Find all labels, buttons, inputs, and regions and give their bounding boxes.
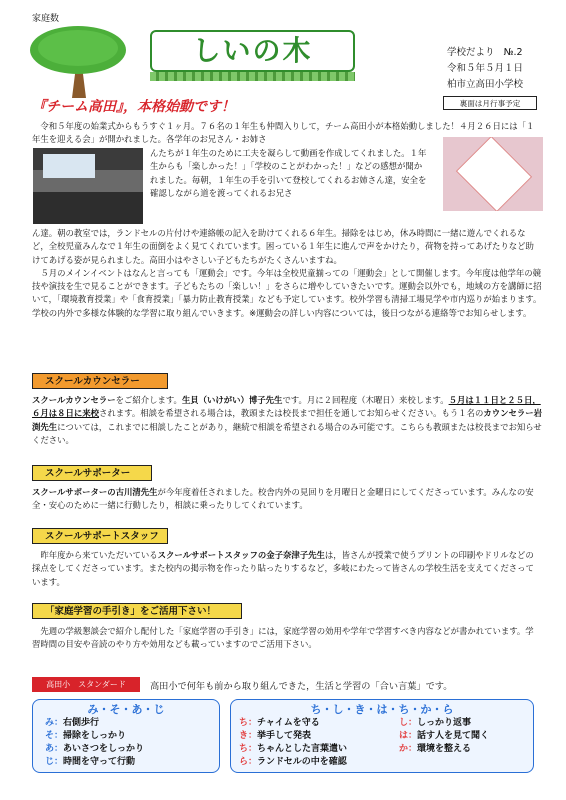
supporter-banner: スクールサポーター xyxy=(32,465,152,481)
intro-paragraph-bottom: ん達。朝の教室では，ランドセルの片付けや連絡帳の記入を助けてくれる６年生。掃除をはじめ，休み時間に一緒に遊んでくれるなど，全校児童みんなで１年生の面倒をよく見てくれています。困っている１年生に進んで声をかけたり，荷物を持ってあげたりなど助けてあげる姿が見られました。高田小はやさしい子どもたちがたくさんいますね。 ５月のメインイベントはなんと言っても「運動会」です。今年は全校児童揃っての「運動会」として開催します。今年度は他学年の競技や演技を生で見ることができます。子どもたちの「楽しい！」をさらに増やしていきたいです。運動会以外でも，地域の方を講師に招いて，「環境教育授業」や「食育授業」「暴力防止教育授業」なども予定しています。校外学習も清掃工場見学や市内巡りが始まります。学校の内外で多様な体験的な学習に取り組んでいきます。※運動会の詳しい内容については，後日つながる連絡等でお知らせします。 xyxy=(32,227,542,320)
intro-paragraph-mid: んたちが１年生のために工夫を凝らして動画を作成してくれました。１年生からも「楽しかった！」「学校のことがわかった！」などの感想が聞かれました。毎朝，１年生の手を引いて登校してくれるお姉さん達，安全を確認しながら道を渡ってくれるお兄さ xyxy=(150,148,427,198)
motto-key: は： xyxy=(399,731,418,741)
issue-number: №.2 xyxy=(503,47,523,58)
motto-text: ランドセルの中を確認 xyxy=(257,757,347,767)
intro-paragraph-top: 令和５年度の始業式からもうすぐ１ヶ月。７６名の１年生も仲間入りして，チーム高田小が本格始動しました！４月２６日には「１年生を迎える会」が開かれました。各学年のお兄さん・お姉さ xyxy=(32,121,535,145)
motto-text: しっかり返事 xyxy=(417,718,472,728)
motto-text: 掃除をしっかり xyxy=(63,731,127,741)
intro-paragraph-2: ５月のメインイベントはなんと言っても「運動会」です。今年は全校児童揃っての「運動会」として開催します。今年度は他学年の競技や演技を生で見ることができます。子どもたちの「楽しい！」をさらに増やしていきたいです。運動会以外でも，地域の方を講師に招いて，「環境教育授業」や「食育授業」「暴力防止教育授業」なども予定しています。校外学習も清掃工場見学や市内巡りが始まります。学校の内外で多様な体験的な学習に取り組んでいきます。※運動会の詳しい内容については，後日つながる連絡等でお知らせします。 xyxy=(32,267,542,318)
motto-text: 環境を整える xyxy=(417,744,472,754)
motto-item xyxy=(239,717,347,730)
supporter-text: スクールサポーターの古川清先生が今年度着任されました。校舎内外の見回りを月曜日と金曜日にしてくださっています。みんなの安全・安心のために一緒に行動したり，相談に乗ったりしてくれています。 xyxy=(32,487,534,511)
motto-box-misoaji xyxy=(32,699,220,773)
motto-text: 話す人を見て聞く xyxy=(417,731,490,741)
issue-date: 令和５年５月１日 xyxy=(447,63,524,74)
motto-text: ちゃんとした言葉遣い xyxy=(257,744,348,754)
photo-assembly xyxy=(33,148,143,224)
motto-text: 時間を守って行動 xyxy=(63,757,136,767)
motto-key: ち： xyxy=(239,718,258,728)
newsletter-logo xyxy=(150,30,355,72)
motto-key: そ： xyxy=(45,731,64,741)
support-staff-banner: スクールサポートスタッフ xyxy=(32,528,168,544)
chishikihachikara-title: ち・し・き・は・ち・か・ら xyxy=(310,703,454,716)
motto-key: ち： xyxy=(239,744,258,754)
standard-label: 高田小 スタンダード xyxy=(32,677,140,692)
motto-item xyxy=(399,717,489,730)
motto-item xyxy=(399,743,489,756)
motto-key: か： xyxy=(399,744,418,754)
motto-item xyxy=(45,743,144,756)
counselor-banner: スクールカウンセラー xyxy=(32,373,168,389)
motto-text: 右側歩行 xyxy=(63,718,100,728)
standard-text: 高田小で何年も前から取り組んできた，生活と学習の「合い言葉」です。 xyxy=(150,681,453,692)
motto-item xyxy=(45,756,144,769)
motto-item xyxy=(239,756,347,769)
motto-item xyxy=(399,730,489,743)
motto-key: み： xyxy=(45,718,64,728)
school-name: 柏市立高田小学校 xyxy=(447,79,524,90)
motto-item xyxy=(45,717,144,730)
photo-message-card xyxy=(443,137,543,211)
back-page-note: 裏面は月行事予定 xyxy=(443,96,537,110)
motto-item xyxy=(239,743,347,756)
motto-item xyxy=(45,730,144,743)
motto-box-chishikihachikara xyxy=(230,699,534,773)
headline: 『チーム高田』，本格始動です！ xyxy=(32,99,235,115)
logo-ground-stripe xyxy=(150,72,355,81)
motto-key: ら： xyxy=(239,757,258,767)
motto-text: チャイムを守る xyxy=(257,718,320,728)
home-study-guide-banner: 「家庭学習の手引き」をご活用下さい！ xyxy=(32,603,242,619)
home-study-guide-text: 先週の学級懇談会で紹介し配付した「家庭学習の手引き」には，家庭学習の効用や学年で学習すべき内容などが書かれています。学習時間の目安や音読のやり方や効用なども載っていますのでご活用下さい。 xyxy=(32,626,534,650)
motto-text: 挙手して発表 xyxy=(257,731,312,741)
motto-key: あ： xyxy=(45,744,64,754)
newsletter-name: 学校だより №.2 xyxy=(447,47,523,58)
motto-key: じ： xyxy=(45,757,64,767)
motto-key: し： xyxy=(399,718,418,728)
counselor-text: スクールカウンセラーをご紹介します。生貝（いけがい）博子先生です。月に２回程度（木曜日）来校します。５月は１１日と２５日，６月は８日に来校されます。相談を希望される場合は，教頭または校長まで担任を通してお知らせください。もう１名のカウンセラー岩渕先生については，これまでに相談したことがあり，継続で相談を希望される場合のみ可能です。こちらも教頭または校長までお知らせください。 xyxy=(32,395,542,445)
misoaji-title: み・そ・あ・じ xyxy=(87,703,165,716)
motto-item xyxy=(239,730,347,743)
logo-title: しいの木 xyxy=(192,34,313,67)
tree-icon xyxy=(26,22,130,100)
support-staff-text: 昨年度から来ていただいているスクールサポートスタッフの金子奈津子先生は，皆さんが授業で使うプリントの印刷やドリルなどの採点をしてくださっています。また校内の掲示物を作ったり貼ったりするなど，多岐にわたって皆さんの学校生活を支えてくださっています。 xyxy=(32,550,534,587)
motto-key: き： xyxy=(239,731,258,741)
motto-text: あいさつをしっかり xyxy=(63,744,145,754)
category-label: 家庭数 xyxy=(32,14,60,24)
